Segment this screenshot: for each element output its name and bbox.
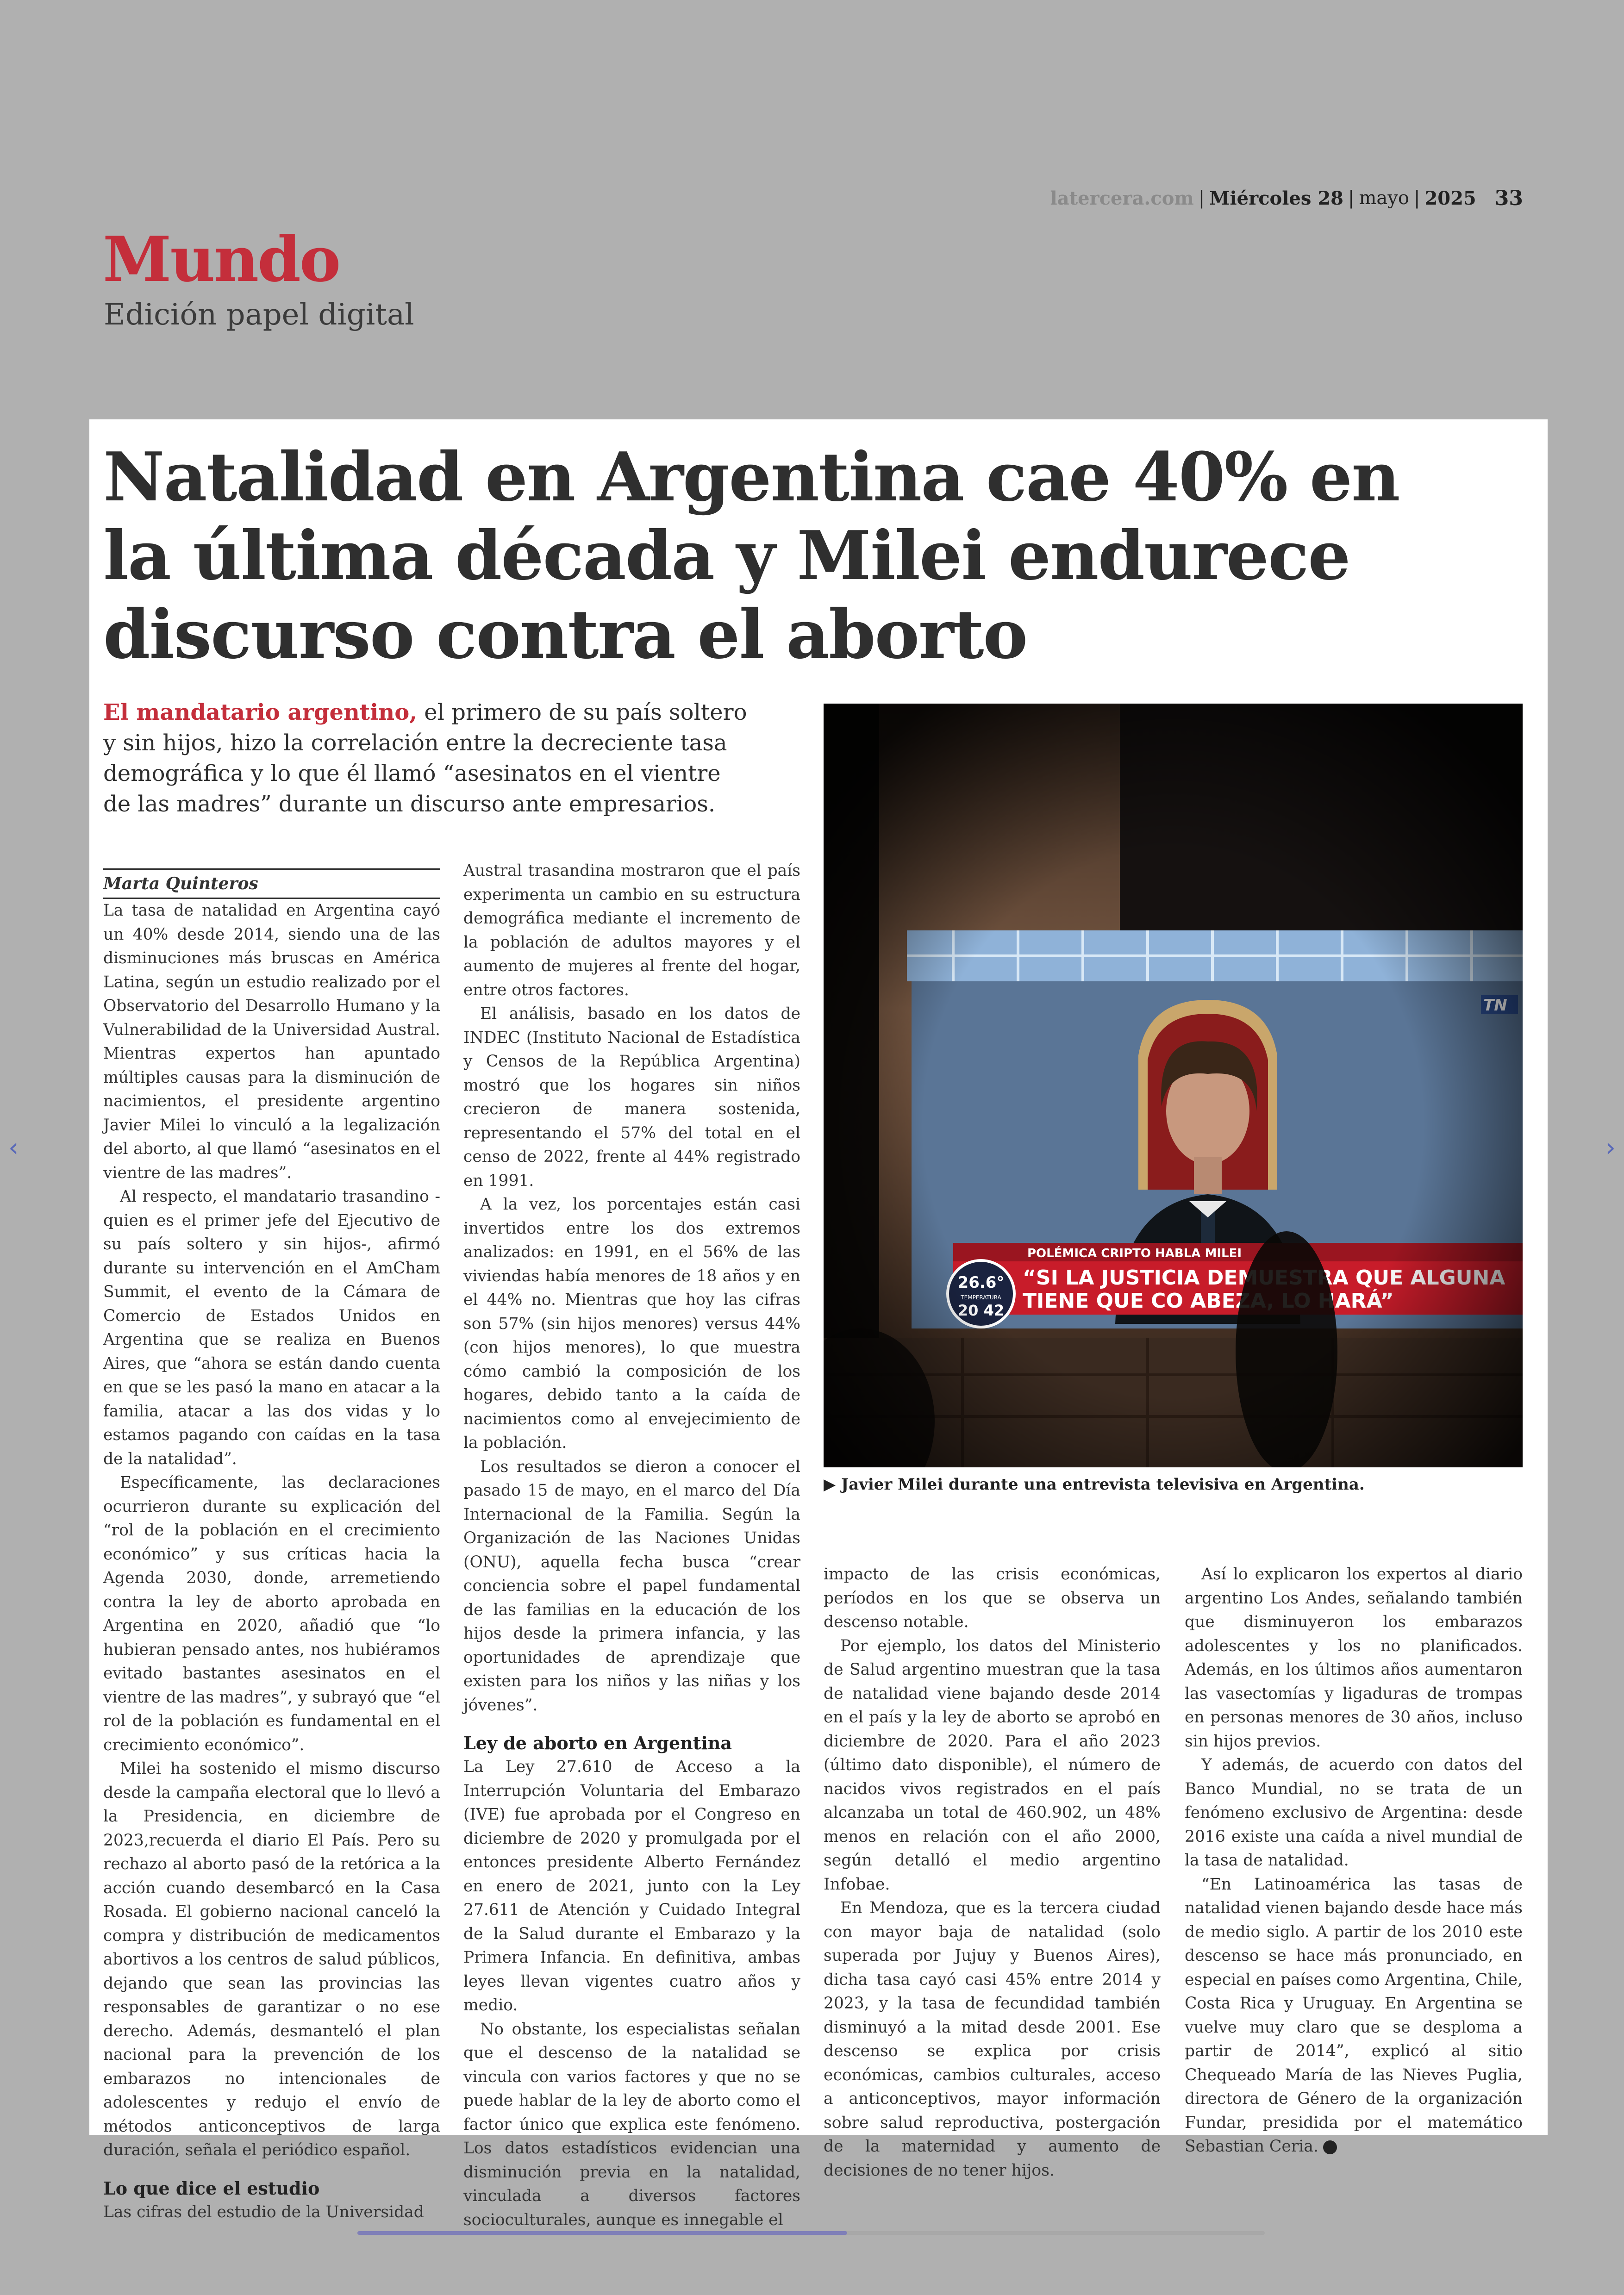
paragraph: Específicamente, las declaraciones ocurrieron durante su explicación del “rol de la población en el crecimiento económico” y sus críticas hacia la Agenda 2030, donde, arremetiendo contra la ley de aborto aprobada en Argentina en 2020, añadió que “lo hubieran pensado antes, nos hubiéramos evitado bastantes asesinatos en el vientre de las madres”, y subrayó que “el rol de la población es fundamental en el crecimiento económico”.: [103, 1473, 440, 1754]
paragraph-text: “En Latinoamérica las tasas de natalidad vienen bajando desde hace más de medio siglo. A partir de los 2010 este descenso se hace más pronunciado, en especial en países como Argentina, Chile, Costa Rica y Uruguay. En Argentina se vuelve muy claro que se desploma a partir de 2014”, explicó al sitio Chequeado María de las Nieves Puglia, directora de Género de la organización Fundar, presidida por el matemático Sebastian Ceria.: [1185, 1875, 1523, 2156]
page-header-meta: [1050, 184, 1523, 212]
paragraph: Austral trasandina mostraron que el país experimenta un cambio en su estructura demográfica mediante el incremento de la población de adultos mayores y el aumento de mujeres al frente del hogar, entre otros factores.: [463, 861, 800, 999]
subheading: Ley de aborto en Argentina: [463, 1733, 732, 1753]
paragraph: El análisis, basado en los datos de INDEC (Instituto Nacional de Estadística y Censos de la República Argentina) mostró que los hogares sin niños crecieron de manera sostenida, representando el 57% del total en el censo de 2022, frente al 44% registrado en 1991.: [463, 1004, 800, 1190]
paragraph: Por ejemplo, los datos del Ministerio de Salud argentino muestran que la tasa de natalidad viene bajando desde 2014 en el país y la ley de aborto se aprobó en diciembre de 2020. Para el año 2023 (último dato disponible), el número de nacidos vivos registrados en el país alcanzaba un total de 460.902, un 48% menos en relación con el año 2000, según detalló el medio argentino Infobae.: [824, 1636, 1161, 1894]
subheading: Lo que dice el estudio: [103, 2177, 320, 2199]
newspaper-page: [89, 419, 1548, 2229]
paragraph: En Mendoza, que es la tercera ciudad con mayor baja de natalidad (solo superada por Jujuy y Buenos Aires), dicha tasa cayó casi 45% entre 2014 y 2023, y la tasa de fecundidad también disminuyó a la mitad desde 2001. Ese descenso se explica por crisis económicas, cambios culturales, acceso a anticonceptivos, mayor información sobre salud reproductiva, postergación de la maternidad y aumento de decisiones de no tener hijos.: [824, 1899, 1161, 2180]
byline: Marta Quinteros: [103, 868, 440, 899]
paragraph: Al respecto, el mandatario trasandino -quien es el primer jefe del Ejecutivo de su país soltero y sin hijos-, afirmó durante su intervención en el AmCham Summit, el evento de la Cámara de Comercio de Estados Unidos en Argentina que se realiza en Buenos Aires, que “ahora se están dando cuenta en que se les pasó la mano en atacar a la familia, atacar a las dos vidas y lo estamos pagando con caídas en la tasa de la natalidad”.: [103, 1187, 440, 1468]
page-number: 33: [1494, 186, 1523, 210]
page-progress-bar[interactable]: [357, 2231, 1265, 2235]
end-mark-icon: [1323, 2140, 1337, 2154]
article-headline: Natalidad en Argentina cae 40% en la última década y Milei endurece discurso contra el aborto: [103, 438, 1399, 674]
paragraph: Milei ha sostenido el mismo discurso desde la campaña electoral que lo llevó a la Presidencia, en diciembre de 2023,recuerda el diario El País. Pero su rechazo al aborto pasó de la retórica a la acción cuando desembarcó en la Casa Rosada. El gobierno nacional canceló la compra y distribución de medicamentos abortivos a los centros de salud públicos, dejando que sean las provincias las responsables de garantizar o no ese derecho. Además, desmanteló el plan nacional para la prevención de los embarazos no intencionales de adolescentes y redujo el envío de métodos anticonceptivos de larga duración, señala el periódico español.: [103, 1759, 440, 2159]
paragraph: Así lo explicaron los expertos al diario argentino Los Andes, señalando también que disminuyeron los embarazos adolescentes y los no planificados. Además, en los últimos años aumentaron las vasectomías y ligaduras de trompas en personas menores de 30 años, incluso sin hijos previos.: [1185, 1565, 1523, 1751]
photo-caption: [824, 1473, 1523, 1496]
article-lead: [103, 697, 751, 819]
date-year: 2025: [1424, 187, 1476, 209]
paragraph: Y además, de acuerdo con datos del Banco Mundial, no se trata de un fenómeno exclusivo de Argentina: desde 2016 existe una caída a nivel mundial de la tasa de natalidad.: [1185, 1756, 1523, 1870]
lead-text: el primero de su país soltero y sin hijos, hizo la correlación entre la decreciente tasa demográfica y lo que él llamó “asesinatos en el vientre de las madres” durante un discurso ante empresarios.: [103, 699, 747, 817]
date-month: mayo: [1359, 187, 1409, 209]
section-title: Mundo: [103, 223, 340, 296]
article-column-4: [1185, 1563, 1523, 2159]
paragraph: La tasa de natalidad en Argentina cayó un 40% desde 2014, siendo una de las disminuciones más bruscas en América Latina, según un estudio realizado por el Observatorio del Desarrollo Humano y la Vulnerabilidad de la Universidad Austral. Mientras expertos han apuntado múltiples causas para la disminución de nacimientos, el presidente argentino Javier Milei lo vinculó a la legalización del aborto, al que llamó “asesinatos en el vientre de las madres”.: [103, 901, 440, 1182]
article-column-3: [824, 1563, 1161, 2183]
paragraph: No obstante, los especialistas señalan que el descenso de la natalidad se vincula con varios factores y que no se puede hablar de la ley de aborto como el factor único que explica este fenómeno. Los datos estadísticos evidencian una disminución previa en la natalidad, vinculada a diversos factores socioculturales, aunque es innegable el: [463, 2020, 800, 2229]
page-progress-fill: [357, 2231, 847, 2235]
article-column-2: [463, 859, 800, 2232]
article-photo: [824, 704, 1523, 1467]
caption-arrow-icon: ▶: [824, 1475, 841, 1494]
site-name: latercera.com: [1050, 187, 1194, 209]
next-page-button[interactable]: ›: [1605, 1133, 1616, 1163]
date-day: Miércoles 28: [1209, 187, 1343, 209]
paragraph: Las cifras del estudio de la Universidad: [103, 2202, 424, 2221]
paragraph: [1185, 1873, 1523, 2159]
article-column-1: [103, 868, 440, 2224]
previous-page-button[interactable]: ‹: [8, 1133, 19, 1163]
paragraph: A la vez, los porcentajes están casi invertidos entre los dos extremos analizados: en 1991, en el 56% de las viviendas había menores de 18 años y en el 44% no. Mientras que hoy las cifras son 57% (sin hijos menores) versus 44% (con hijos menores), lo que muestra cómo cambió la composición de los hogares, debido tanto a la caída de nacimientos como al envejecimiento de la población.: [463, 1195, 800, 1452]
paragraph: Los resultados se dieron a conocer el pasado 15 de mayo, en el marco del Día Internacional de la Familia. Según la Organización de las Naciones Unidas (ONU), aquella fecha busca “crear conciencia sobre el papel fundamental de las familias en la educación de los hijos desde la primera infancia, y las oportunidades de aprendizaje que existen para los niños y las niñas y los jóvenes”.: [463, 1457, 800, 1715]
paragraph: La Ley 27.610 de Acceso a la Interrupción Voluntaria del Embarazo (IVE) fue aprobada por el Congreso en diciembre de 2020 y promulgada por el entonces presidente Alberto Fernández en enero de 2021, junto con la Ley 27.611 de Atención y Cuidado Integral de la Salud durante el Embarazo y la Primera Infancia. En definitiva, ambas leyes llevan vigentes cuatro años y medio.: [463, 1758, 800, 2014]
caption-text: Javier Milei durante una entrevista televisiva en Argentina.: [841, 1475, 1365, 1494]
paragraph: impacto de las crisis económicas, períodos en los que se observa un descenso notable.: [824, 1565, 1161, 1631]
divider: |: [1413, 187, 1420, 209]
lead-highlight: El mandatario argentino,: [103, 699, 417, 725]
divider: |: [1348, 187, 1355, 209]
photo-illustration: [824, 704, 1523, 1467]
divider: |: [1198, 187, 1205, 209]
edition-label: Edición papel digital: [104, 298, 414, 332]
